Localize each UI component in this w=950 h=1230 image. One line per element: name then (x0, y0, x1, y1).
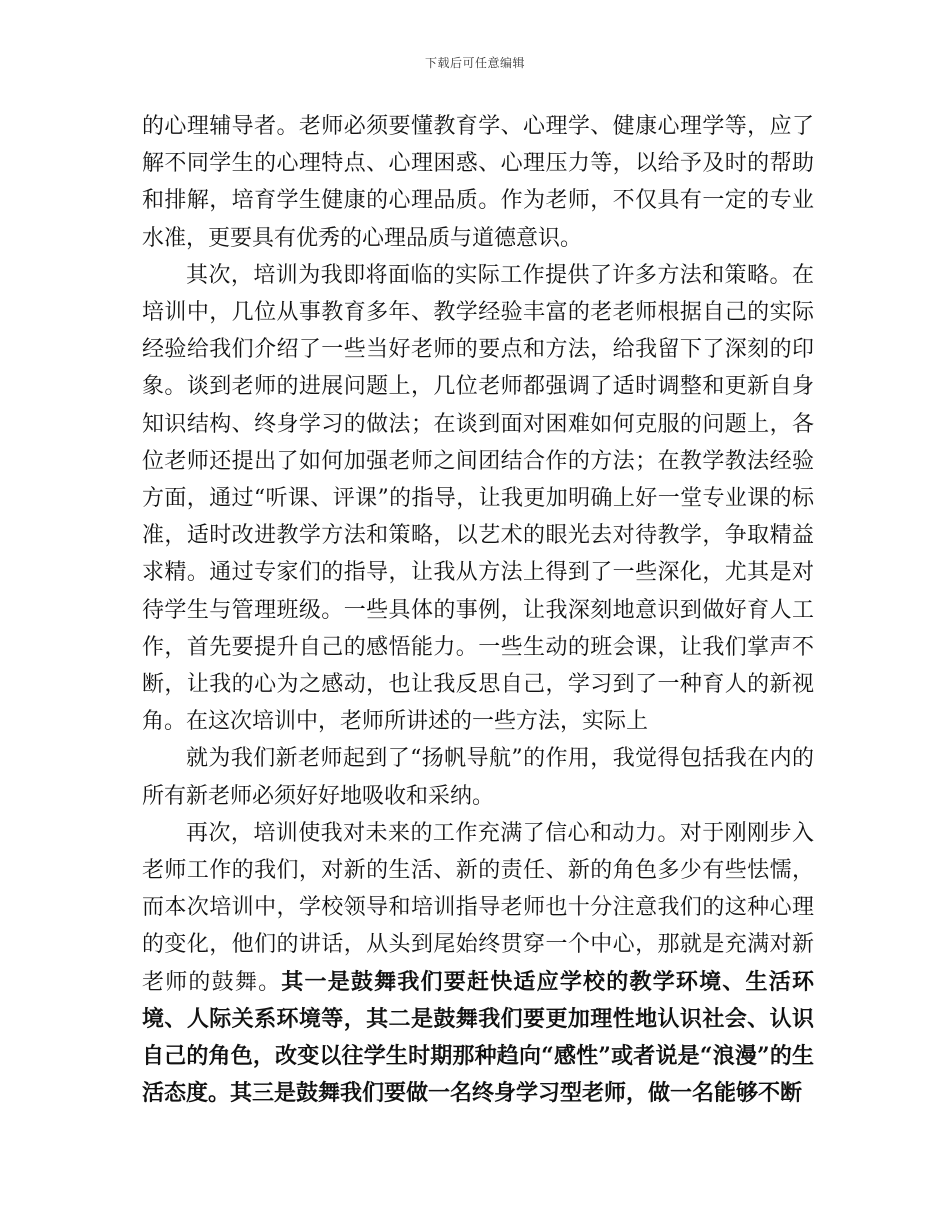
page-header: 下载后可任意编辑 (424, 56, 525, 70)
paragraph-1: 的心理辅导者。老师必须要懂教育学、心理学、健康心理学等，应了解不同学生的心理特点、心理困惑、心理压力等，以给予及时的帮助和排解，培育学生健康的心理品质。作为老师，不仅具有一定的专业水准，更要具有优秀的心理品质与道德意识。 (142, 114, 814, 251)
paragraph-3: 就为我们新老师起到了“扬帆导航”的作用，我觉得包括我在内的所有新老师必须好好地吸收和采纳。 (142, 746, 814, 809)
document-body (142, 108, 814, 1112)
paragraph-4 (142, 815, 814, 1113)
paragraph-2: 其次，培训为我即将面临的实际工作提供了许多方法和策略。在培训中，几位从事教育多年、教学经验丰富的老老师根据自己的实际经验给我们介绍了一些当好老师的要点和方法，给我留下了深刻的印象。谈到老师的进展问题上，几位老师都强调了适时调整和更新自身知识结构、终身学习的做法；在谈到面对困难如何克服的问题上，各位老师还提出了如何加强老师之间团结合作的方法；在教学教法经验方面，通过“听课、评课”的指导，让我更加明确上好一堂专业课的标准，适时改进教学方法和策略，以艺术的眼光去对待教学，争取精益求精。通过专家们的指导，让我从方法上得到了一些深化，尤其是对待学生与管理班级。一些具体的事例，让我深刻地意识到做好育人工作，首先要提升自己的感悟能力。一些生动的班会课，让我们掌声不断，让我的心为之感动，也让我反思自己，学习到了一种育人的新视角。在这次培训中，老师所讲述的一些方法，实际上 (142, 262, 814, 735)
paragraph-4-bold-text: 其一是鼓舞我们要赶快适应学校的教学环境、生活环境、人际关系环境等，其二是鼓舞我们要更加理性地认识社会、认识自己的角色，改变以往学生时期那种趋向“感性”或者说是“浪漫”的生活态度。其三是鼓舞我们要做一名终身学习型老师，做一名能够不断 (142, 968, 814, 1107)
paragraph-4-regular-text: 再次，培训使我对未来的工作充满了信心和动力。对于刚刚步入老师工作的我们，对新的生活、新的责任、新的角色多少有些怯懦，而本次培训中，学校领导和培训指导老师也十分注意我们的这种心理的变化，他们的讲话，从头到尾始终贯穿一个中心，那就是充满对新老师的鼓舞。 (142, 820, 814, 995)
